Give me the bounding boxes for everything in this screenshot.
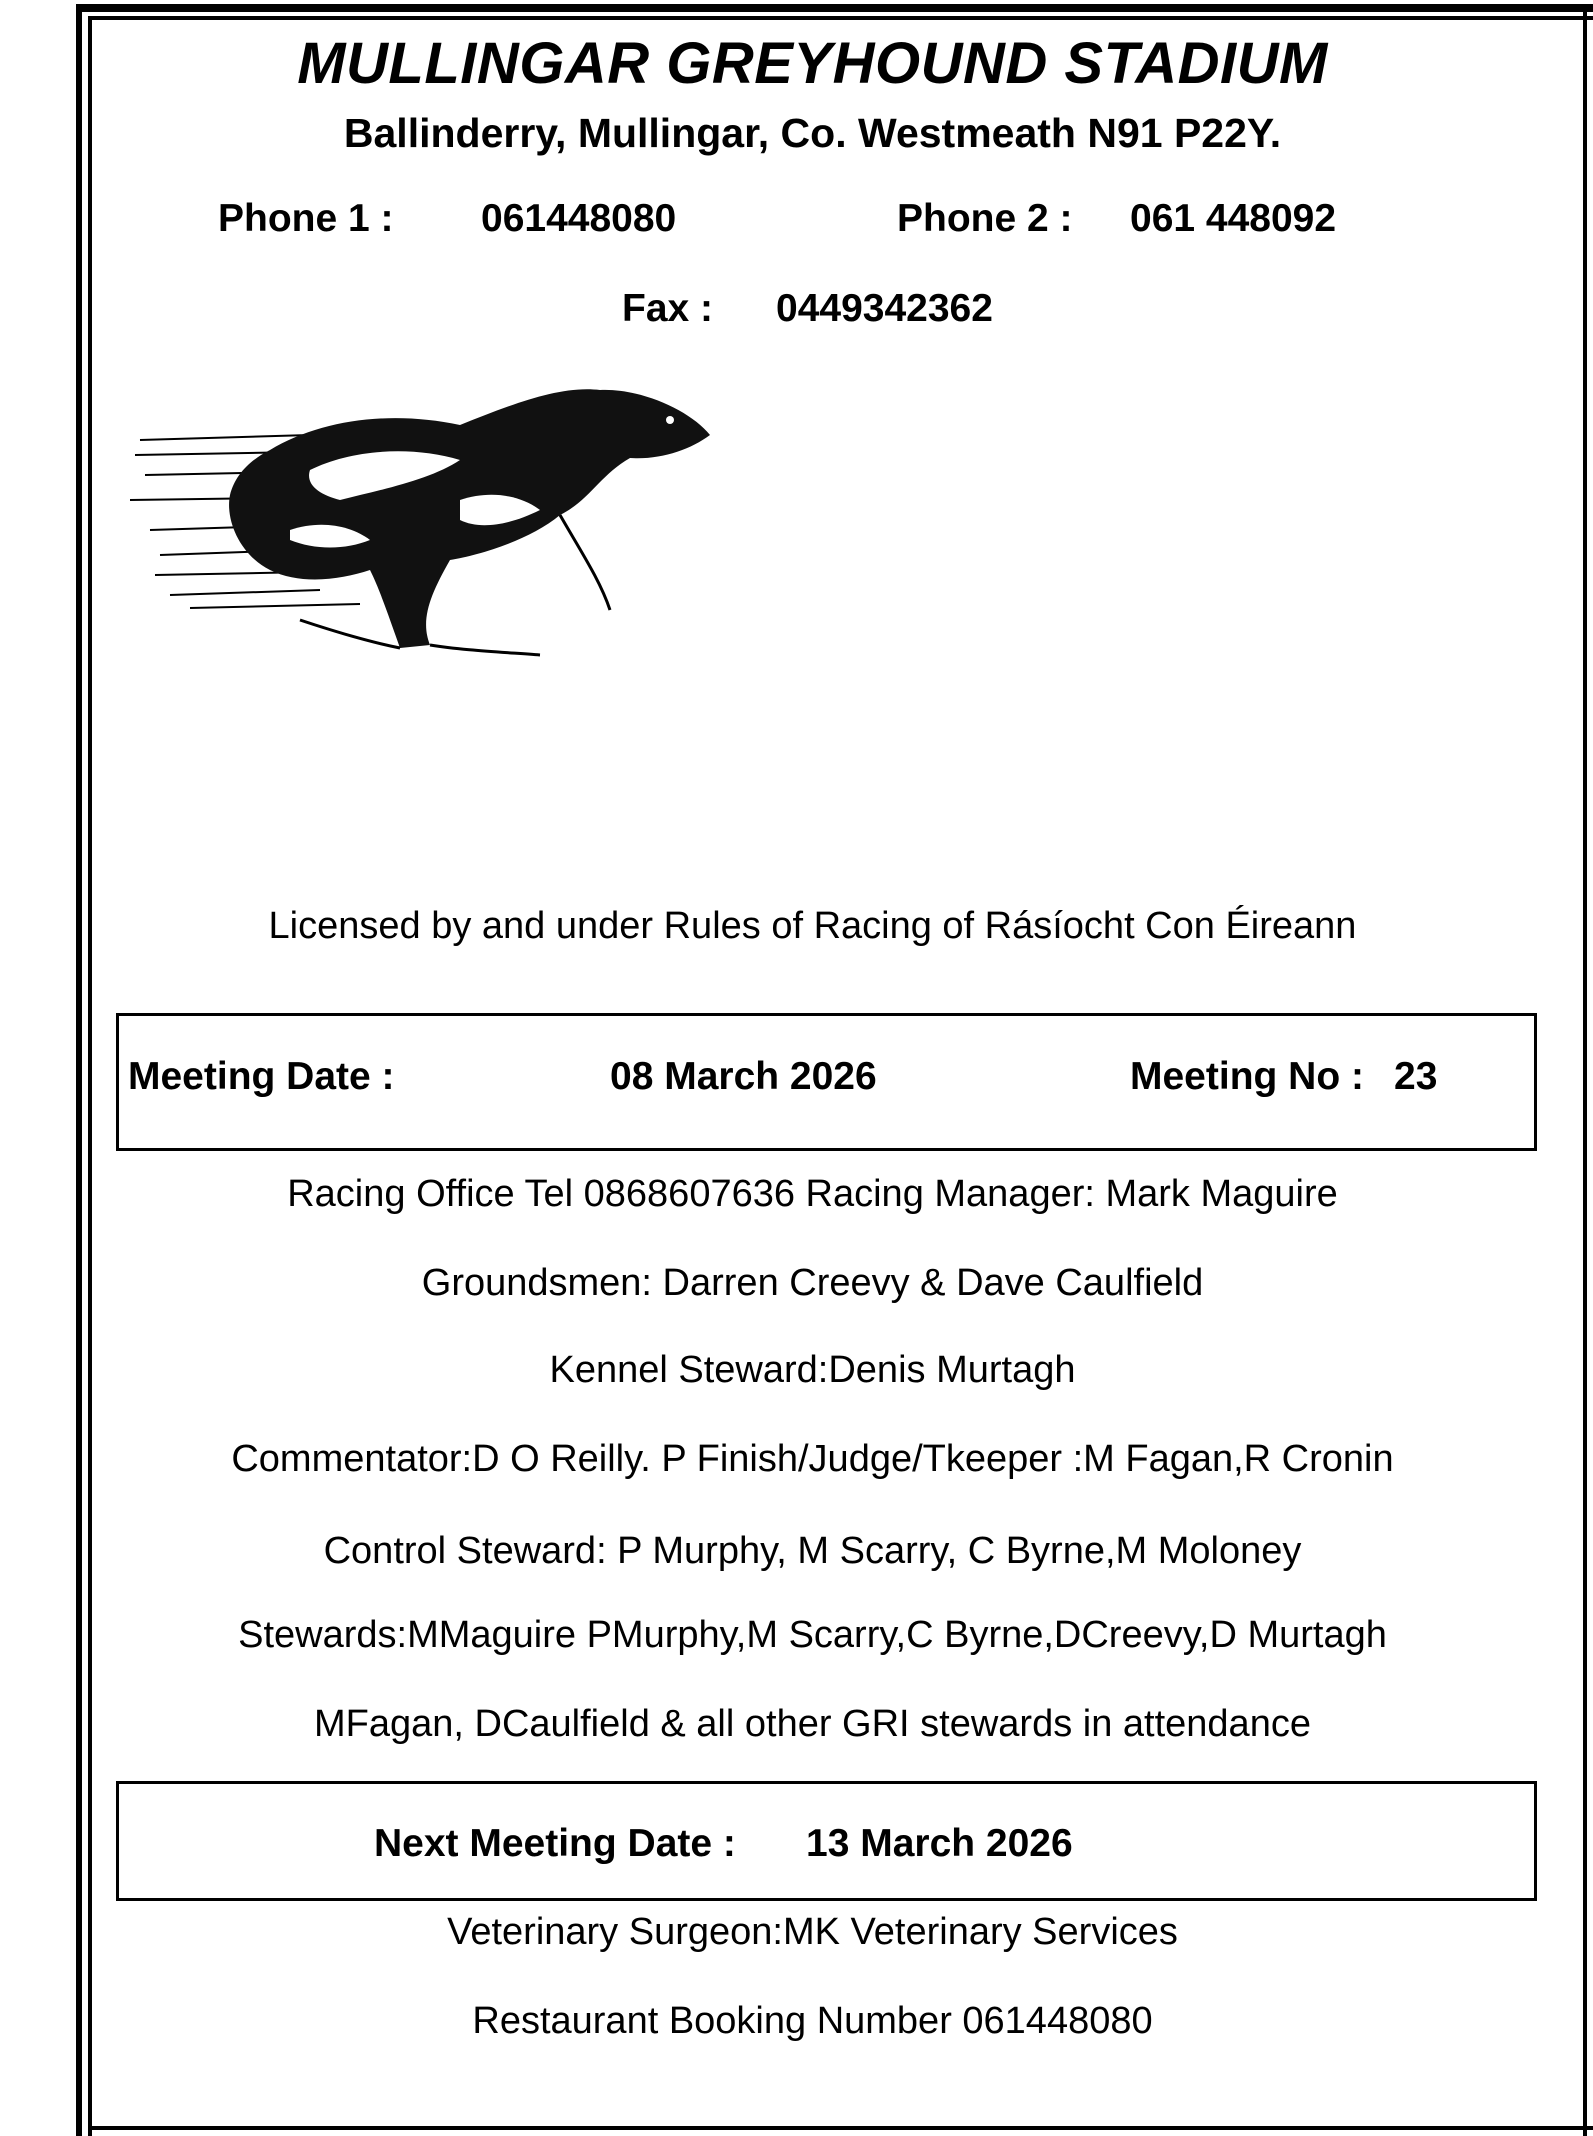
next-meeting-label: Next Meeting Date : [374, 1822, 736, 1865]
phone2-value: 061 448092 [1130, 197, 1337, 240]
meeting-number-value: 23 [1394, 1055, 1438, 1098]
fax-value: 0449342362 [776, 287, 993, 330]
fax-label: Fax : [622, 287, 714, 330]
officials-line: Commentator:D O Reilly. P Finish/Judge/Tkeeper :M Fagan,R Cronin [231, 1438, 1394, 1480]
next-meeting-value: 13 March 2026 [806, 1822, 1073, 1865]
phone1-label: Phone 1 : [218, 197, 394, 240]
officials-line: Groundsmen: Darren Creevy & Dave Caulfield [421, 1262, 1204, 1304]
phone2-label: Phone 2 : [897, 197, 1073, 240]
restaurant-booking: Restaurant Booking Number 061448080 [472, 2000, 1153, 2042]
meeting-date-value: 08 March 2026 [610, 1055, 877, 1098]
veterinary-surgeon: Veterinary Surgeon:MK Veterinary Services [447, 1911, 1178, 1953]
meeting-number-label: Meeting No : [1130, 1055, 1364, 1098]
officials-line: Racing Office Tel 0868607636 Racing Manager: Mark Maguire [287, 1173, 1338, 1215]
stadium-title: MULLINGAR GREYHOUND STADIUM [297, 31, 1328, 96]
officials-line: Control Steward: P Murphy, M Scarry, C Byrne,M Moloney [323, 1530, 1302, 1572]
phone1-value: 061448080 [481, 197, 677, 240]
officials-line: MFagan, DCaulfield & all other GRI stewards in attendance [314, 1703, 1311, 1745]
page-frame-right [1583, 4, 1593, 2136]
officials-line: Kennel Steward:Denis Murtagh [549, 1349, 1076, 1391]
page-frame-bottom [88, 2126, 1593, 2130]
meeting-date-label: Meeting Date : [128, 1055, 395, 1098]
stadium-address: Ballinderry, Mullingar, Co. Westmeath N91 P22Y. [343, 110, 1282, 156]
license-statement: Licensed by and under Rules of Racing of Rásíocht Con Éireann [268, 905, 1357, 947]
officials-line: Stewards:MMaguire PMurphy,M Scarry,C Byrne,DCreevy,D Murtagh [238, 1614, 1387, 1656]
greyhound-illustration [130, 380, 730, 670]
